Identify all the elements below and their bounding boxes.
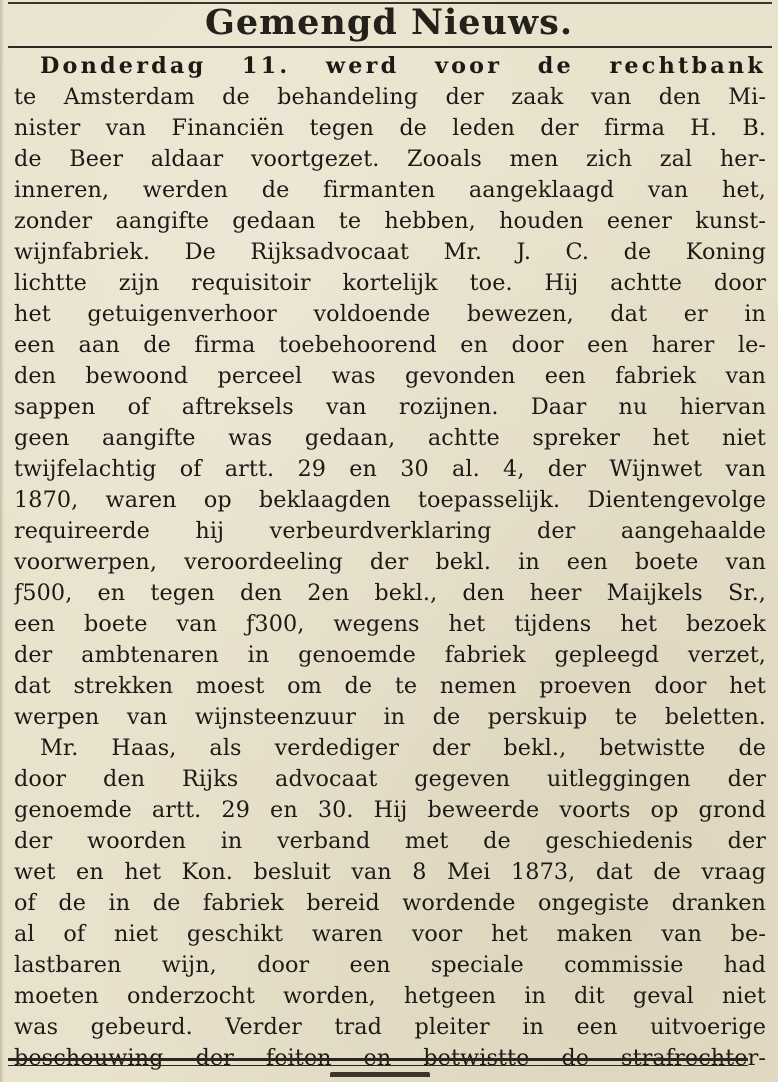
section-heading: Gemengd Nieuws. [204, 2, 574, 43]
article-line: Mr. Haas, als verdediger der bekl., betwistte de [40, 735, 766, 761]
article-line: zonder aangifte gedaan te hebben, houden eener kunst- [14, 208, 766, 234]
article-line: wet en het Kon. besluit van 8 Mei 1873, dat de vraag [14, 859, 766, 885]
bottom-rule-thick [8, 1058, 748, 1061]
article-line: Donderdag 11. werd voor de rechtbank [40, 53, 766, 79]
article-line: 1870, waren op beklaagden toepasselijk. Dientengevolge [14, 487, 766, 513]
article-line: twijfelachtig of artt. 29 en 30 al. 4, der Wijnwet van [14, 456, 766, 482]
article-line: lichtte zijn requisitoir kortelijk toe. Hij achtte door [14, 270, 766, 296]
article-line: sappen of aftreksels van rozijnen. Daar nu hiervan [14, 394, 766, 420]
article-line: geen aangifte was gedaan, achtte spreker het niet [14, 425, 766, 451]
article-line: voorwerpen, veroordeeling der bekl. in een boete van [14, 549, 766, 575]
article-line: beschouwing der feiten en betwistte de strafrechter- [14, 1045, 766, 1071]
article-line: inneren, werden de firmanten aangeklaagd van het, [14, 177, 766, 203]
bottom-rule-thin [8, 1065, 748, 1066]
article-line: al of niet geschikt waren voor het maken van be- [14, 921, 766, 947]
article-line: een boete van ƒ300, wegens het tijdens het bezoek [14, 611, 766, 637]
article-line: dat strekken moest om de te nemen proeven door het [14, 673, 766, 699]
article-line: der woorden in verband met de geschiedenis der [14, 828, 766, 854]
article-line: requireerde hij verbeurdverklaring der aangehaalde [14, 518, 766, 544]
article-line: te Amsterdam de behandeling der zaak van den Mi- [14, 84, 766, 110]
article-line: ƒ500, en tegen den 2en bekl., den heer Maijkels Sr., [14, 580, 766, 606]
article-line: of de in de fabriek bereid wordende ongegiste dranken [14, 890, 766, 916]
article-line: was gebeurd. Verder trad pleiter in een uitvoerige [14, 1014, 766, 1040]
cropped-glyphs [330, 1072, 430, 1082]
article-line: werpen van wijnsteenzuur in de perskuip te beletten. [14, 704, 766, 730]
article-line: de Beer aldaar voortgezet. Zooals men zich zal her- [14, 146, 766, 172]
article-line: lastbaren wijn, door een speciale commissie had [14, 952, 766, 978]
heading-rule [8, 46, 772, 48]
next-heading-cropped [0, 1072, 778, 1082]
article-line: den bewoond perceel was gevonden een fabriek van [14, 363, 766, 389]
article-line: een aan de firma toebehoorend en door een harer le- [14, 332, 766, 358]
article-line: der ambtenaren in genoemde fabriek gepleegd verzet, [14, 642, 766, 668]
article-line: het getuigenverhoor voldoende bewezen, dat er in [14, 301, 766, 327]
article-line: door den Rijks advocaat gegeven uitleggingen der [14, 766, 766, 792]
page-edge-shadow [0, 0, 4, 1082]
article-line: wijnfabriek. De Rijksadvocaat Mr. J. C. de Koning [14, 239, 766, 265]
article-line: genoemde artt. 29 en 30. Hij beweerde voorts op grond [14, 797, 766, 823]
article-line: moeten onderzocht worden, hetgeen in dit geval niet [14, 983, 766, 1009]
article-line: nister van Financiën tegen de leden der firma H. B. [14, 115, 766, 141]
